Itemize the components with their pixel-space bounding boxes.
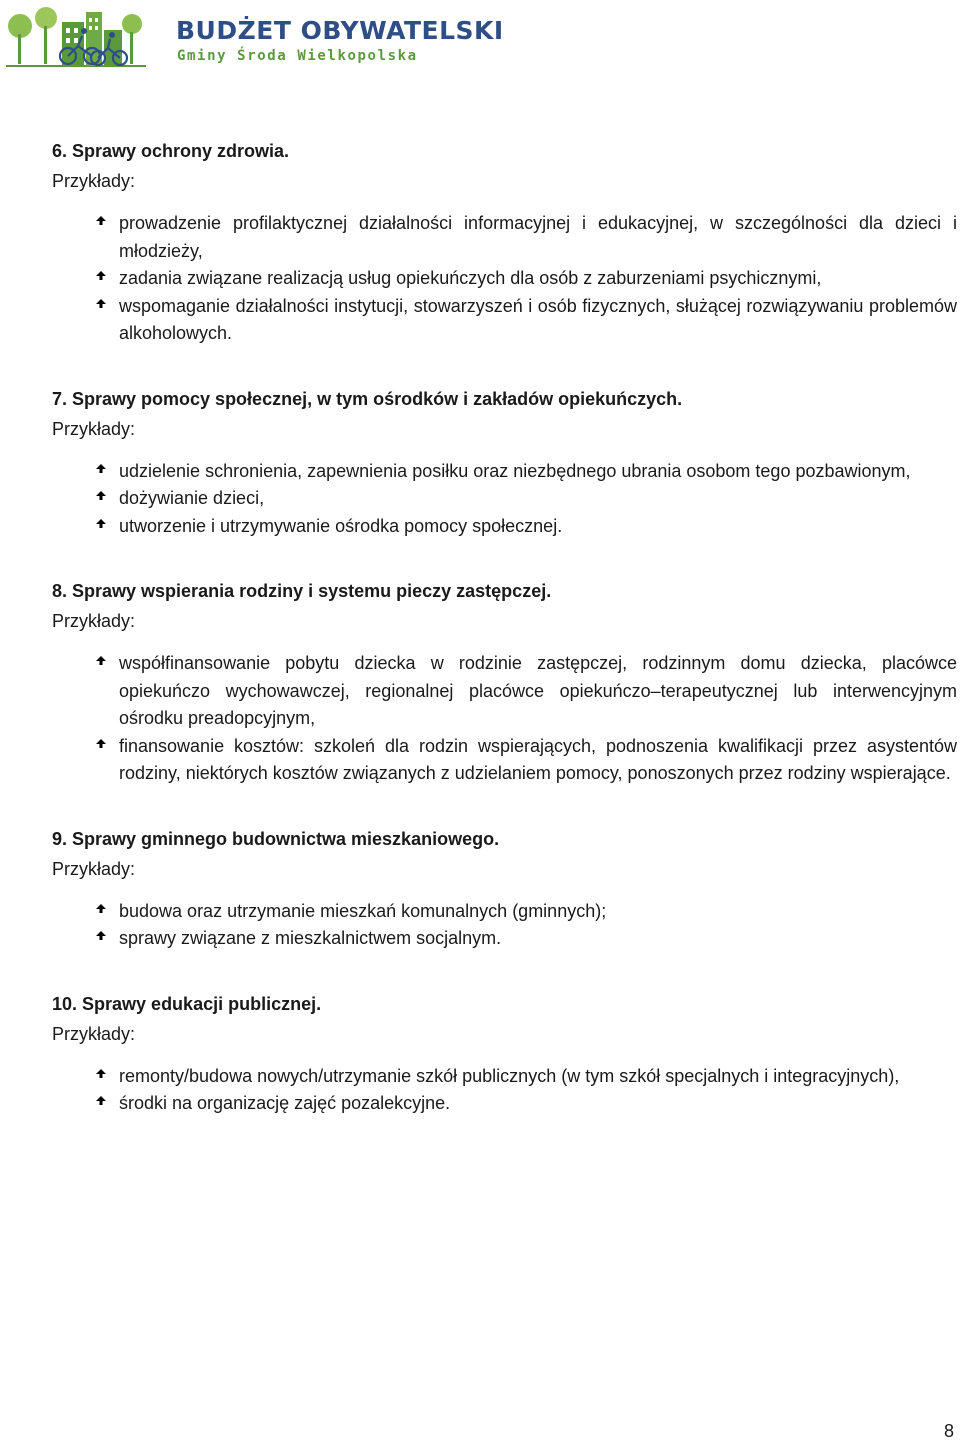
list-item-text: prowadzenie profilaktycznej działalności informacyjnej i edukacyjnej, w szczególności dla dzieci i młodzieży, <box>119 213 957 261</box>
list-item-text: sprawy związane z mieszkalnictwem socjalnym. <box>119 928 502 948</box>
section-title: 9. Sprawy gminnego budownictwa mieszkaniowego. <box>52 828 500 849</box>
list-item <box>52 898 957 926</box>
list-item <box>52 265 957 293</box>
list-item <box>52 458 957 486</box>
city-cyclists-logo-icon <box>6 4 146 70</box>
arrow-bullet-icon <box>95 299 107 309</box>
examples-label: Przykłady: <box>52 611 136 631</box>
list-item-text: remonty/budowa nowych/utrzymanie szkół publicznych (w tym szkół specjalnych i integracyjnych), <box>119 1065 900 1086</box>
arrow-bullet-icon <box>95 1069 107 1079</box>
section-title: 10. Sprawy edukacji publicznej. <box>52 993 322 1014</box>
example-list <box>52 650 957 788</box>
list-item <box>52 1090 957 1118</box>
example-list <box>52 210 957 348</box>
arrow-bullet-icon <box>95 271 107 281</box>
section-title: 8. Sprawy wspierania rodziny i systemu pieczy zastępczej. <box>52 581 552 601</box>
example-list <box>52 1063 957 1118</box>
example-list <box>52 898 957 953</box>
arrow-bullet-icon <box>95 904 107 914</box>
examples-label: Przykłady: <box>52 171 136 191</box>
logo <box>6 4 504 72</box>
list-item-text: zadania związane realizacją usług opiekuńczych dla osób z zaburzeniami psychicznymi, <box>119 268 822 288</box>
list-item <box>52 925 957 953</box>
arrow-bullet-icon <box>95 216 107 226</box>
examples-label: Przykłady: <box>52 1023 136 1044</box>
list-item <box>52 650 957 733</box>
section-title: 6. Sprawy ochrony zdrowia. <box>52 141 290 161</box>
logo-title: BUDŻET OBYWATELSKI <box>176 16 504 45</box>
list-item-text: utworzenie i utrzymywanie ośrodka pomocy społecznej. <box>119 515 563 536</box>
list-item <box>52 210 957 265</box>
section-title: 7. Sprawy pomocy społecznej, w tym ośrodków i zakładów opiekuńczych. <box>52 388 683 409</box>
example-list <box>52 458 957 541</box>
arrow-bullet-icon <box>95 519 107 529</box>
examples-label: Przykłady: <box>52 858 136 879</box>
arrow-bullet-icon <box>95 1096 107 1106</box>
list-item-text: finansowanie kosztów: szkoleń dla rodzin wspierających, podnoszenia kwalifikacji przez asystentów rodziny, niektórych kosztów związanych z udzielaniem pomocy, ponoszonych przez rodziny wspierające. <box>119 735 957 783</box>
logo-subtitle: Gminy Środa Wielkopolska <box>177 48 418 64</box>
arrow-bullet-icon <box>95 739 107 749</box>
section <box>52 989 957 1118</box>
list-item <box>52 1063 957 1091</box>
arrow-bullet-icon <box>95 656 107 666</box>
arrow-bullet-icon <box>95 931 107 941</box>
section <box>52 824 957 953</box>
list-item <box>52 513 957 541</box>
page-number: 8 <box>943 1421 954 1441</box>
arrow-bullet-icon <box>95 491 107 501</box>
list-item-text: budowa oraz utrzymanie mieszkań komunalnych (gminnych); <box>119 900 607 921</box>
examples-label: Przykłady: <box>52 418 136 439</box>
section <box>52 136 957 348</box>
list-item-text: wspomaganie działalności instytucji, stowarzyszeń i osób fizycznych, służącej rozwiązywaniu problemów alkoholowych. <box>119 295 957 343</box>
list-item <box>52 733 957 788</box>
list-item-text: dożywianie dzieci, <box>119 488 265 508</box>
list-item <box>52 485 957 513</box>
list-item <box>52 293 957 348</box>
section <box>52 576 957 788</box>
list-item-text: udzielenie schronienia, zapewnienia posiłku oraz niezbędnego ubrania osobom tego pozbawionym, <box>119 460 911 481</box>
arrow-bullet-icon <box>95 464 107 474</box>
section <box>52 384 957 541</box>
list-item-text: współfinansowanie pobytu dziecka w rodzinie zastępczej, rodzinnym domu dziecka, placówce opiekuńczo wychowawczej, regionalnej placówce opiekuńczo–terapeutycznej lub interwencyjnym ośrodku preadopcyjnym, <box>119 653 957 728</box>
list-item-text: środki na organizację zajęć pozalekcyjne. <box>119 1093 451 1113</box>
document-body <box>52 136 957 1154</box>
